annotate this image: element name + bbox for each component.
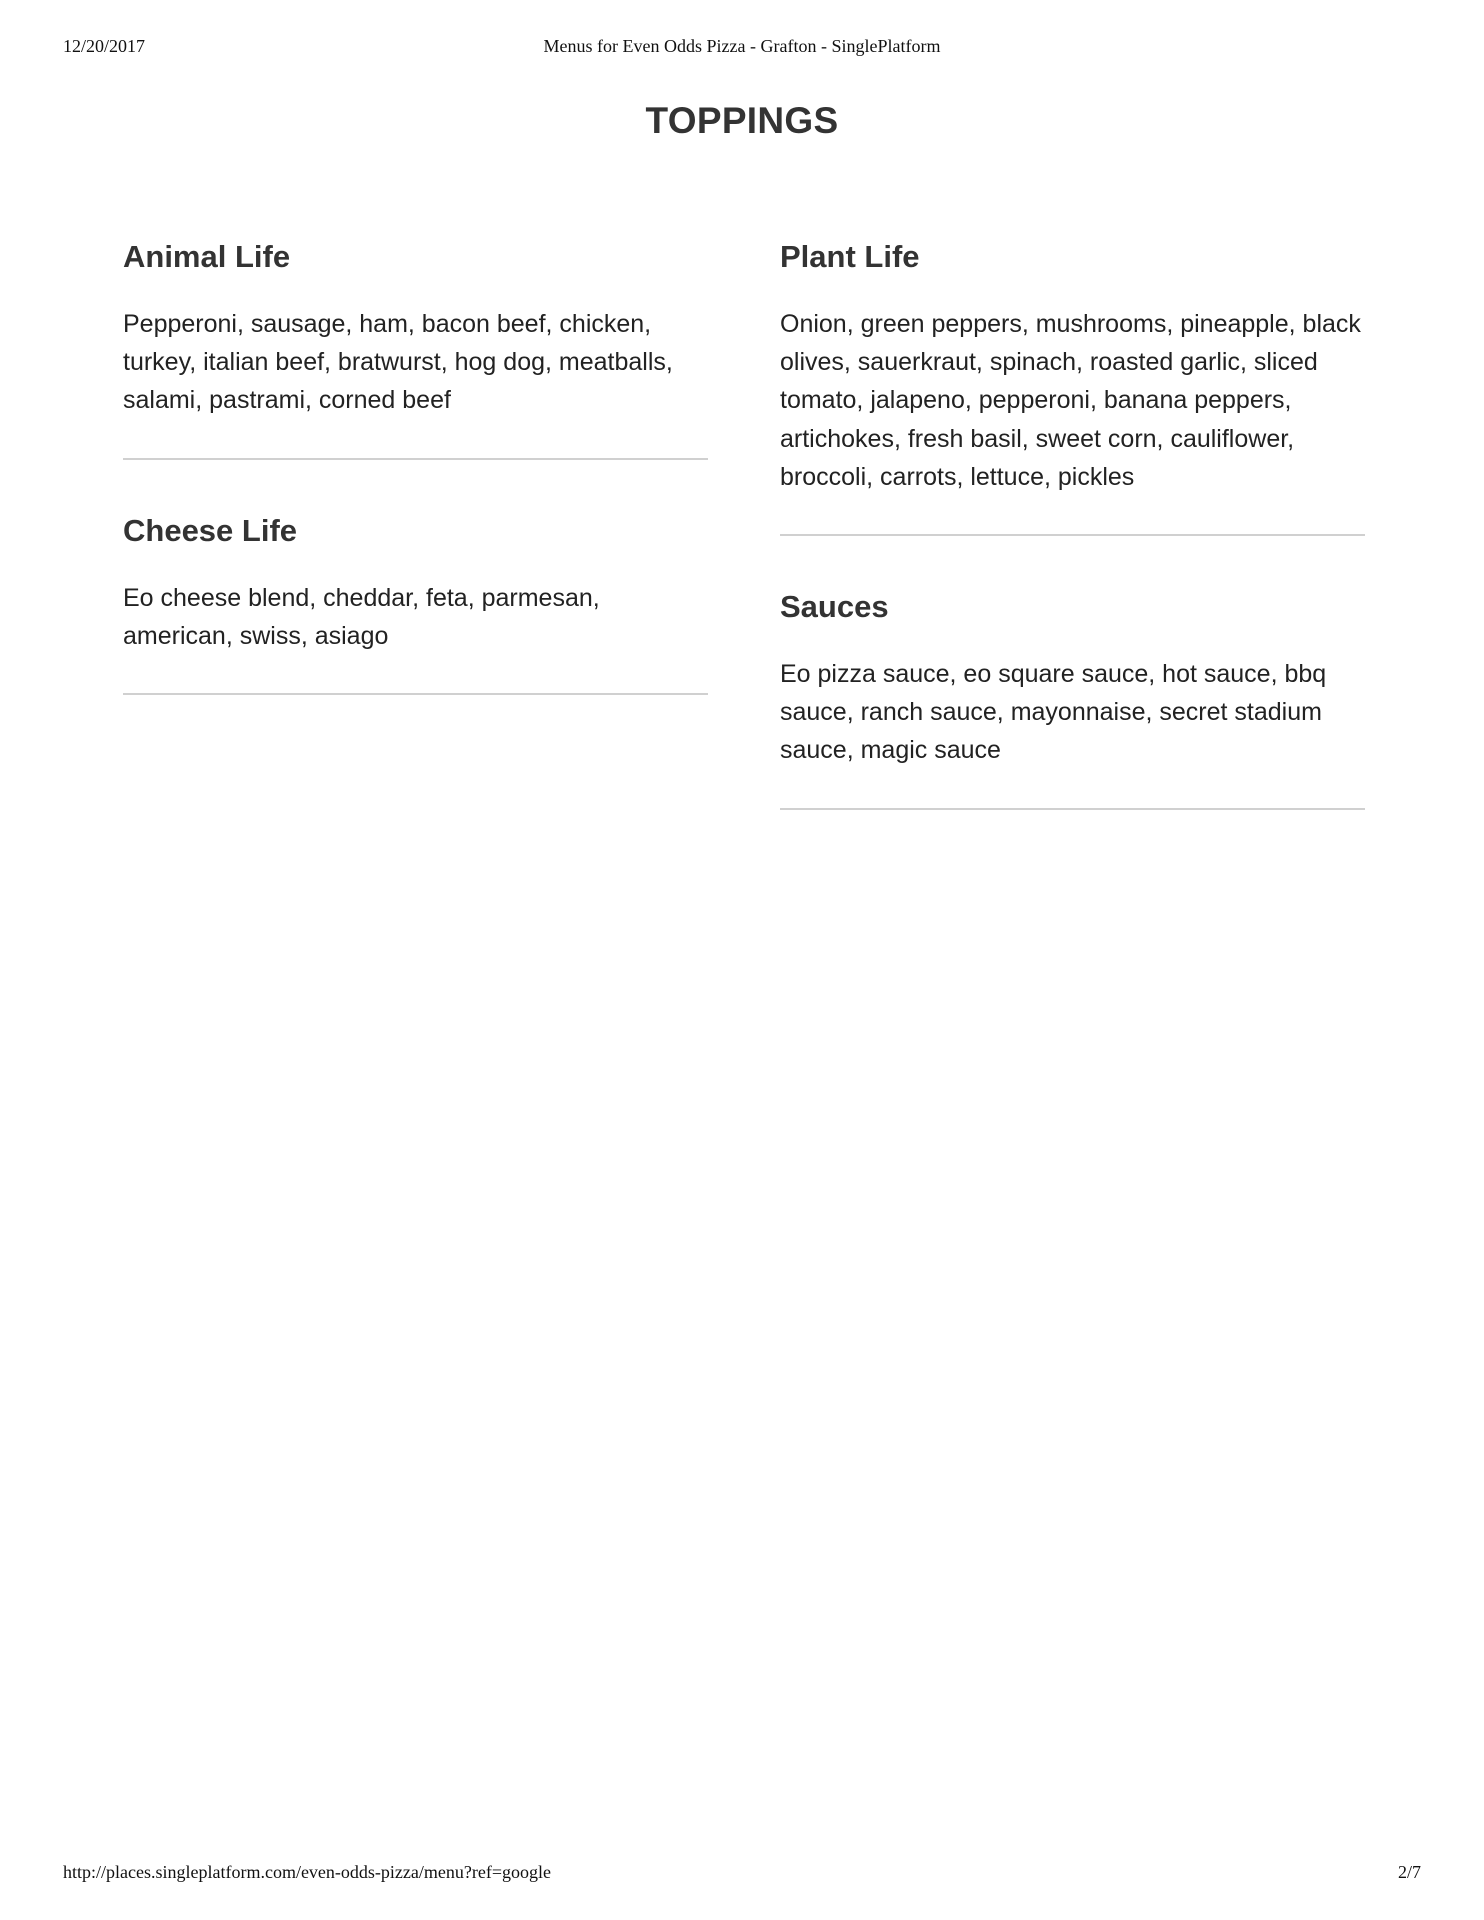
print-page-number: 2/7 xyxy=(1397,1862,1421,1882)
menu-item-cheese-life xyxy=(123,506,708,695)
print-header xyxy=(63,36,1421,60)
menu-item-name: Plant Life xyxy=(780,239,920,274)
menu-item-animal-life xyxy=(123,232,708,460)
print-page-url: http://places.singleplatform.com/even-odds-pizza/menu?ref=google xyxy=(63,1862,551,1882)
print-document-title: Menus for Even Odds Pizza - Grafton - SinglePlatform xyxy=(543,36,941,56)
print-date: 12/20/2017 xyxy=(63,36,146,56)
print-footer xyxy=(63,1862,1421,1886)
menu-item-description: Pepperoni, sausage, ham, bacon beef, chicken, turkey, italian beef, bratwurst, hog dog, meatballs, salami, pastrami, corned beef xyxy=(123,310,673,415)
menu-item-name: Sauces xyxy=(780,589,889,625)
section-title: TOPPINGS xyxy=(645,100,839,141)
menu-item-description: Onion, green peppers, mushrooms, pineapple, black olives, sauerkraut, spinach, roasted garlic, sliced tomato, jalapeno, pepperoni, banana peppers, artichokes, fresh basil, sweet corn, cauliflower, broccoli, carrots, lettuce, pickles xyxy=(780,310,1361,491)
menu-item-name: Animal Life xyxy=(123,239,291,274)
right-column xyxy=(780,232,1365,856)
menu-item-name: Cheese Life xyxy=(123,512,298,548)
menu-item-description: Eo pizza sauce, eo square sauce, hot sauce, bbq sauce, ranch sauce, mayonnaise, secret stadium sauce, magic sauce xyxy=(780,660,1327,765)
left-column xyxy=(123,232,708,741)
menu-item-description: Eo cheese blend, cheddar, feta, parmesan, american, swiss, asiago xyxy=(123,583,600,650)
menu-item-plant-life xyxy=(780,232,1365,536)
menu-item-sauces xyxy=(780,582,1365,810)
